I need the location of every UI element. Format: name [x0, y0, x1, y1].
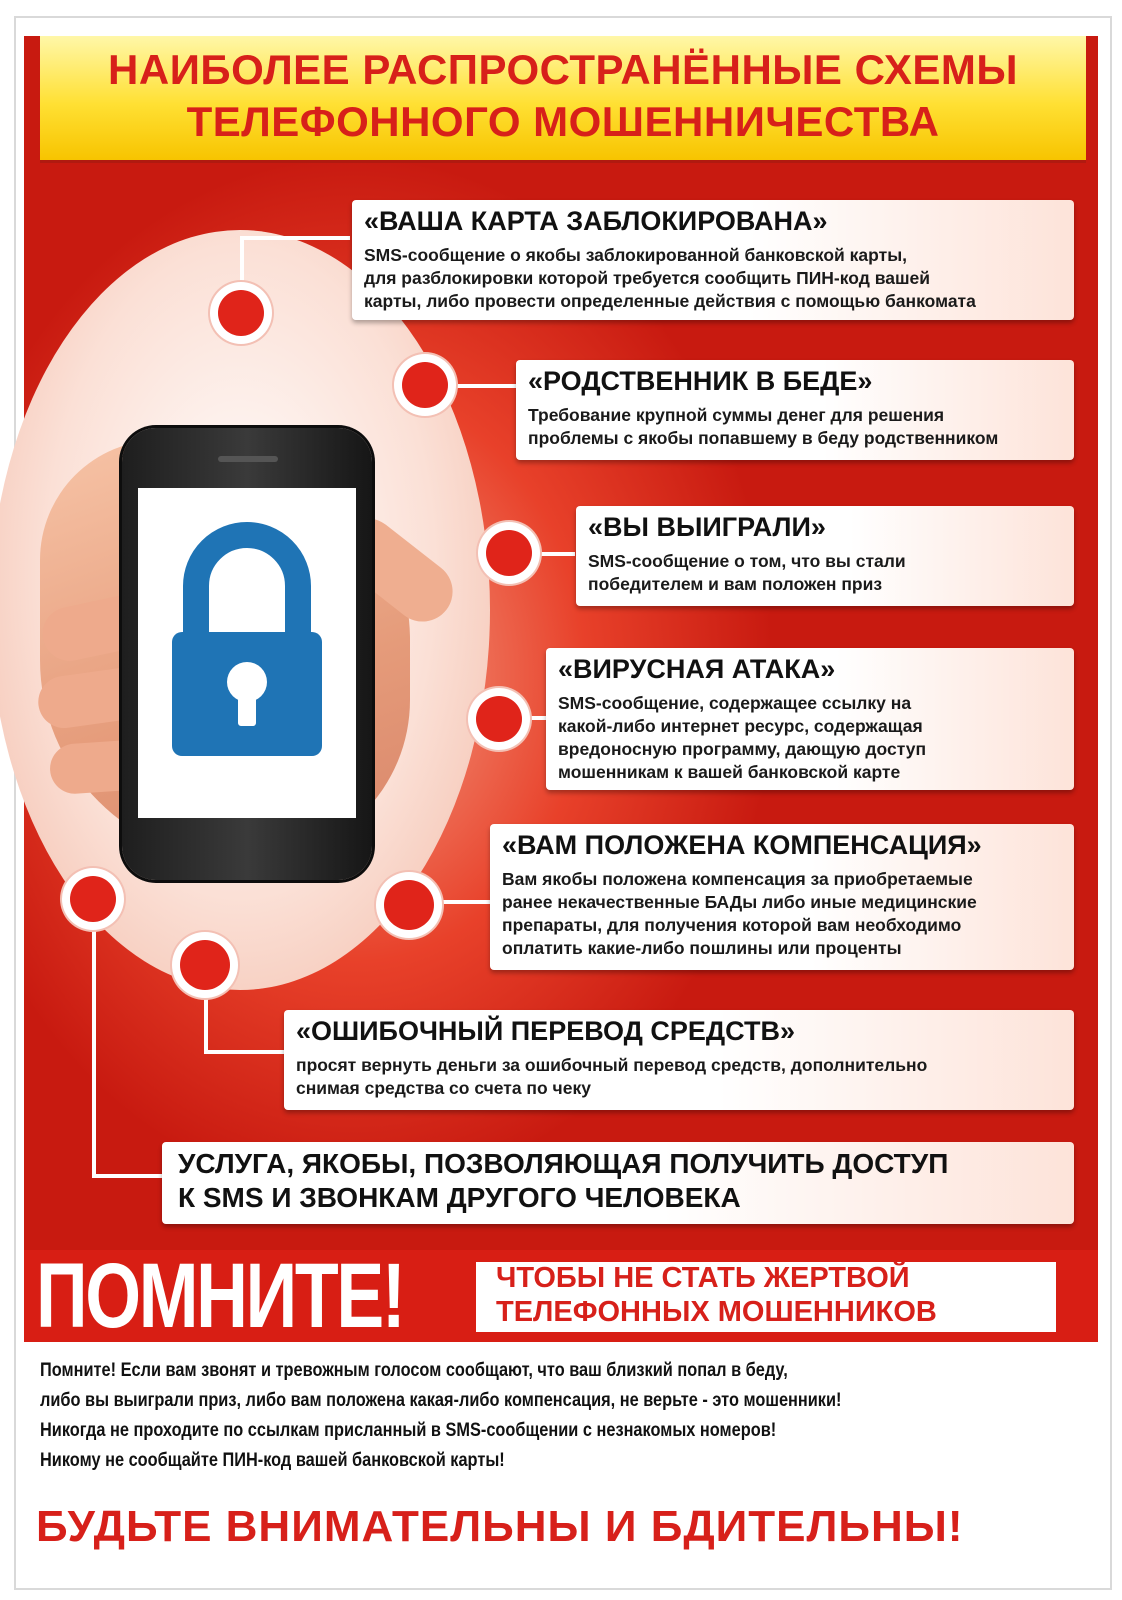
scheme-card-you-won	[576, 506, 1074, 606]
bullet-dot	[70, 876, 116, 922]
scheme-line: оплатить какие-либо пошлины или проценты	[502, 938, 902, 958]
remember-subtitle-line1: ЧТОБЫ НЕ СТАТЬ ЖЕРТВОЙ	[496, 1262, 910, 1294]
service-line1: УСЛУГА, ЯКОБЫ, ПОЗВОЛЯЮЩАЯ ПОЛУЧИТЬ ДОСТУП	[178, 1148, 949, 1179]
scheme-description	[588, 550, 1064, 596]
scheme-title: «ВЫ ВЫИГРАЛИ»	[588, 512, 826, 542]
scheme-line: Требование крупной суммы денег для решения	[528, 405, 945, 425]
scheme-line: Вам якобы положена компенсация за приобретаемые	[502, 869, 973, 889]
scheme-line: какой-либо интернет ресурс, содержащая	[558, 716, 923, 736]
scheme-title: «ОШИБОЧНЫЙ ПЕРЕВОД СРЕДСТВ»	[296, 1016, 795, 1046]
scheme-card-mistaken-transfer	[284, 1010, 1074, 1110]
scheme-line: карты, либо провести определенные действия с помощью банкомата	[364, 291, 976, 311]
scheme-line: SMS-сообщение, содержащее ссылку на	[558, 693, 912, 713]
scheme-line: мошенникам к вашей банковской карте	[558, 762, 901, 782]
scheme-line: для разблокировки которой требуется сообщить ПИН-код вашей	[364, 268, 931, 288]
bullet-dot	[402, 362, 448, 408]
header-title-line2: ТЕЛЕФОННОГО МОШЕННИЧЕСТВА	[186, 98, 940, 145]
remember-subtitle-line2: ТЕЛЕФОННЫХ МОШЕННИКОВ	[496, 1296, 937, 1328]
bullet-dot	[476, 696, 522, 742]
phone-screen	[138, 488, 356, 818]
warning-line: Никому не сообщайте ПИН-код вашей банковской карты!	[40, 1450, 505, 1471]
scheme-line: SMS-сообщение о том, что вы стали	[588, 551, 906, 571]
scheme-line: проблемы с якобы попавшему в беду родственником	[528, 428, 999, 448]
scheme-description	[528, 404, 1064, 450]
header-banner	[40, 36, 1086, 163]
scheme-description	[364, 244, 1064, 313]
scheme-line: вредоносную программу, дающую доступ	[558, 739, 927, 759]
warning-line: Никогда не проходите по ссылкам присланный в SMS-сообщении с незнакомых номеров!	[40, 1420, 777, 1441]
scheme-title: «ВИРУСНАЯ АТАКА»	[558, 654, 836, 684]
scheme-card-blocked-card	[352, 200, 1074, 320]
connector-line	[92, 900, 96, 1176]
service-line2: К SMS И ЗВОНКАМ ДРУГОГО ЧЕЛОВЕКА	[178, 1182, 741, 1213]
scheme-card-virus-attack	[546, 648, 1074, 790]
connector-line	[92, 1174, 162, 1178]
connector-line	[430, 900, 490, 904]
remember-subtitle-box	[476, 1262, 1056, 1332]
bullet-dot	[218, 290, 264, 336]
scheme-description	[296, 1054, 1064, 1100]
padlock-icon	[138, 488, 356, 818]
warning-line: либо вы выиграли приз, либо вам положена какая-либо компенсация, не верьте - это мошенники!	[40, 1390, 842, 1411]
bullet-dot	[384, 880, 434, 930]
warning-line: Помните! Если вам звонят и тревожным голосом сообщают, что ваш близкий попал в беду,	[40, 1360, 788, 1381]
scheme-title: «ВАМ ПОЛОЖЕНА КОМПЕНСАЦИЯ»	[502, 830, 982, 860]
scheme-line: победителем и вам положен приз	[588, 574, 883, 594]
bullet-dot	[486, 530, 532, 576]
scheme-line: снимая средства со счета по чеку	[296, 1078, 591, 1098]
connector-line	[204, 1050, 284, 1054]
scheme-card-compensation	[490, 824, 1074, 970]
smartphone-illustration	[122, 428, 372, 880]
remember-heading: ПОМНИТЕ!	[36, 1245, 404, 1347]
connector-line	[440, 384, 520, 388]
scheme-line: SMS-сообщение о якобы заблокированной банковской карты,	[364, 245, 907, 265]
scheme-card-sms-access-service	[162, 1142, 1074, 1224]
scheme-line: препараты, для получения которой вам необходимо	[502, 915, 962, 935]
header-title-line1: НАИБОЛЕЕ РАСПРОСТРАНЁННЫЕ СХЕМЫ	[108, 46, 1018, 93]
phone-speaker	[218, 456, 278, 462]
bullet-dot	[180, 940, 230, 990]
scheme-card-relative-in-trouble	[516, 360, 1074, 460]
scheme-description	[558, 692, 1064, 784]
connector-line	[240, 236, 244, 296]
scheme-line: ранее некачественные БАДы либо иные медицинские	[502, 892, 977, 912]
scheme-line: просят вернуть деньги за ошибочный перевод средств, дополнительно	[296, 1055, 928, 1075]
scheme-description	[502, 868, 1064, 960]
warning-paragraph	[40, 1356, 1080, 1476]
scheme-title: «ВАША КАРТА ЗАБЛОКИРОВАНА»	[364, 206, 828, 236]
connector-line	[525, 552, 575, 556]
slogan: БУДЬТЕ ВНИМАТЕЛЬНЫ И БДИТЕЛЬНЫ!	[36, 1502, 964, 1551]
connector-line	[240, 236, 350, 240]
scheme-title: «РОДСТВЕННИК В БЕДЕ»	[528, 366, 873, 396]
